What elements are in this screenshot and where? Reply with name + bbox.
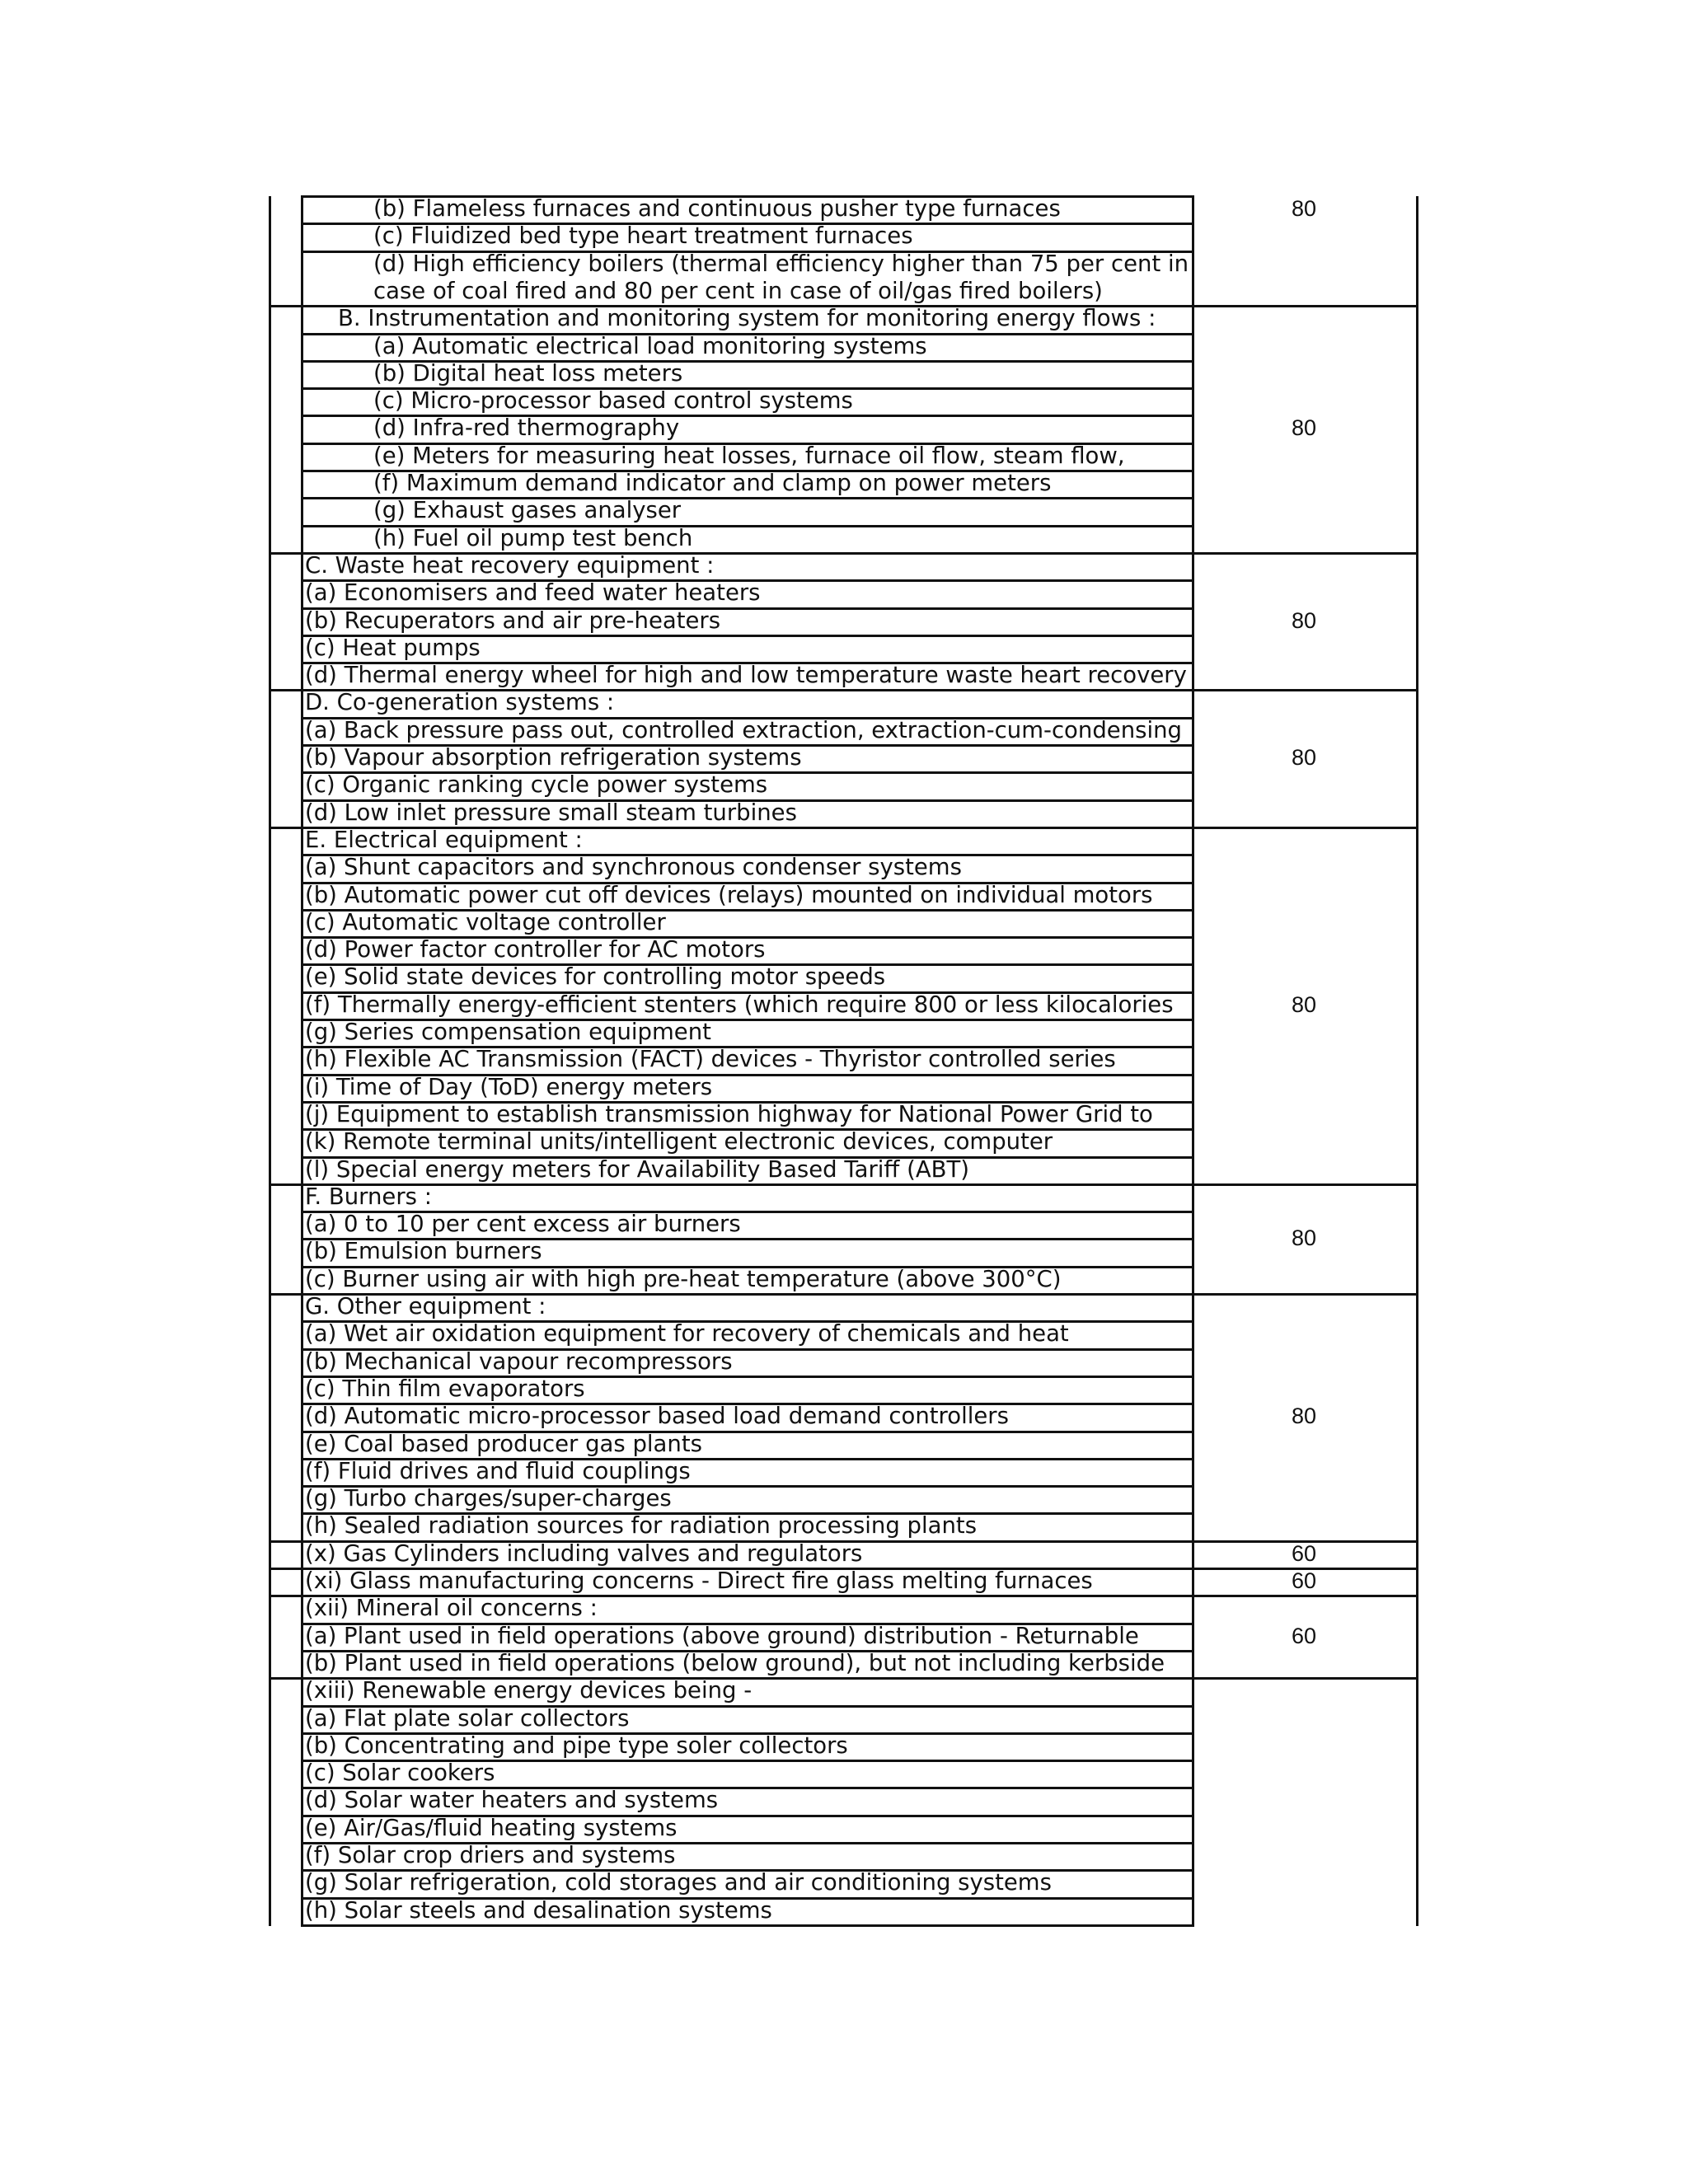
table-row-text: (b) Flameless furnaces and continuous pusher type furnaces	[373, 195, 1061, 222]
table-row-text: (g) Solar refrigeration, cold storages and air conditioning systems	[305, 1869, 1052, 1896]
table-row-text: (d) High efficiency boilers (thermal efficiency higher than 75 per cent in	[373, 250, 1189, 277]
table-row-text: (b) Concentrating and pipe type soler collectors	[305, 1732, 848, 1759]
table-row-text: (c) Automatic voltage controller	[305, 908, 666, 935]
table-row-text: (j) Equipment to establish transmission highway for National Power Grid to	[305, 1100, 1153, 1127]
table-border-left	[269, 196, 271, 1926]
table-row-text: (a) Wet air oxidation equipment for recovery of chemicals and heat	[305, 1320, 1069, 1347]
table-row-text: (x) Gas Cylinders including valves and regulators	[305, 1540, 863, 1567]
table-row-text: (a) Economisers and feed water heaters	[305, 579, 761, 607]
table-row-text: (a) Back pressure pass out, controlled extraction, extraction-cum-condensing	[305, 716, 1182, 743]
depreciation-rate-value: 80	[1291, 1225, 1317, 1250]
table-row-text: (d) Infra-red thermography	[373, 415, 680, 442]
table-row-text: (h) Solar steels and desalination systems	[305, 1896, 772, 1924]
table-row-text: F. Burners :	[305, 1183, 432, 1210]
table-row-text: (e) Coal based producer gas plants	[305, 1430, 702, 1457]
table-row-text: (c) Micro-processor based control systems	[373, 387, 853, 415]
table-row-text: (xi) Glass manufacturing concerns - Direct fire glass melting furnaces	[305, 1568, 1093, 1594]
table-row-text: (h) Flexible AC Transmission (FACT) devices - Thyristor controlled series	[305, 1046, 1116, 1073]
table-row-text: (g) Exhaust gases analyser	[373, 497, 682, 524]
depreciation-rate-value: 80	[1291, 745, 1317, 770]
table-row-text: (l) Special energy meters for Availability Based Tariff (ABT)	[305, 1155, 970, 1183]
table-row-text: (b) Digital heat loss meters	[373, 359, 683, 387]
table-row-text: (e) Air/Gas/fluid heating systems	[305, 1814, 678, 1841]
table-row-text: (b) Recuperators and air pre-heaters	[305, 607, 721, 634]
table-row-text: (a) Flat plate solar collectors	[305, 1704, 630, 1732]
depreciation-rate-value: 80	[1291, 196, 1317, 221]
table-row-text: (f) Fluid drives and fluid couplings	[305, 1457, 691, 1484]
depreciation-rate-value: 80	[1291, 415, 1317, 441]
table-row-text: (xii) Mineral oil concerns :	[305, 1595, 598, 1622]
depreciation-rate-value: 80	[1291, 1404, 1317, 1429]
table-row-text: (d) Solar water heaters and systems	[305, 1787, 719, 1814]
table-row-text: (e) Solid state devices for controlling motor speeds	[305, 963, 886, 991]
table-row-text: (c) Solar cookers	[305, 1760, 495, 1787]
table-row-text: (d) Power factor controller for AC motors	[305, 936, 766, 963]
table-row-text: (h) Fuel oil pump test bench	[373, 524, 693, 551]
table-row-text: (d) Low inlet pressure small steam turbines	[305, 799, 797, 826]
table-row-text: (a) Automatic electrical load monitoring systems	[373, 332, 927, 359]
table-row-text: (c) Burner using air with high pre-heat temperature (above 300°C)	[305, 1265, 1062, 1292]
table-row-text: (g) Series compensation equipment	[305, 1019, 711, 1045]
table-row-text: (g) Turbo charges/super-charges	[305, 1485, 672, 1512]
table-row-text: (c) Fluidized bed type heart treatment furnaces	[373, 223, 913, 250]
table-row-text: (h) Sealed radiation sources for radiation processing plants	[305, 1512, 978, 1540]
table-row-text: B. Instrumentation and monitoring system for monitoring energy flows :	[338, 305, 1156, 332]
table-row-text: (k) Remote terminal units/intelligent electronic devices, computer	[305, 1128, 1053, 1155]
depreciation-rate-value: 60	[1291, 1540, 1317, 1566]
table-row-text: (b) Emulsion burners	[305, 1238, 542, 1265]
row-divider	[301, 1924, 1194, 1927]
depreciation-rate-value: 60	[1291, 1568, 1317, 1593]
group-divider	[269, 1183, 1418, 1186]
table-row-text: (f) Maximum demand indicator and clamp on power meters	[373, 470, 1052, 496]
table-row-text: (a) Shunt capacitors and synchronous condenser systems	[305, 854, 962, 881]
table-row-text: G. Other equipment :	[305, 1293, 546, 1319]
table-row-text: (d) Thermal energy wheel for high and low temperature waste heart recovery	[305, 662, 1187, 689]
table-row-text: (b) Plant used in field operations (below ground), but not including kerbside	[305, 1649, 1165, 1676]
table-row-text: (f) Thermally energy-efficient stenters (which require 800 or less kilocalories	[305, 991, 1174, 1018]
table-row-text: (d) Automatic micro-processor based load demand controllers	[305, 1403, 1009, 1430]
table-row-text-continuation: case of coal fired and 80 per cent in case of oil/gas fired boilers)	[373, 277, 1103, 304]
text-column-left-border	[301, 196, 303, 1925]
table-row-text: (c) Organic ranking cycle power systems	[305, 771, 768, 799]
table-row-text: D. Co-generation systems :	[305, 689, 615, 716]
text-column-right-border	[1192, 196, 1194, 1925]
depreciation-rate-value: 80	[1291, 607, 1317, 633]
table-row-text: (c) Heat pumps	[305, 634, 481, 661]
table-border-right	[1416, 196, 1418, 1926]
table-row-text: (b) Vapour absorption refrigeration systems	[305, 744, 802, 771]
table-row-text: (a) Plant used in field operations (above ground) distribution - Returnable	[305, 1622, 1139, 1649]
table-row-text: (a) 0 to 10 per cent excess air burners	[305, 1211, 741, 1238]
table-row-text: (e) Meters for measuring heat losses, furnace oil flow, steam flow,	[373, 442, 1125, 469]
table-row-text: (b) Automatic power cut off devices (relays) mounted on individual motors	[305, 881, 1153, 908]
table-row-text: (c) Thin film evaporators	[305, 1375, 585, 1402]
depreciation-rate-value: 80	[1291, 991, 1317, 1017]
table-row-text: (b) Mechanical vapour recompressors	[305, 1347, 733, 1375]
depreciation-rate-value: 60	[1291, 1623, 1317, 1648]
table-row-text: C. Waste heat recovery equipment :	[305, 551, 715, 579]
table-row-text: (xiii) Renewable energy devices being -	[305, 1677, 753, 1704]
table-row-text: (i) Time of Day (ToD) energy meters	[305, 1073, 713, 1100]
table-row-text: E. Electrical equipment :	[305, 826, 583, 853]
table-row-text: (f) Solar crop driers and systems	[305, 1842, 676, 1868]
